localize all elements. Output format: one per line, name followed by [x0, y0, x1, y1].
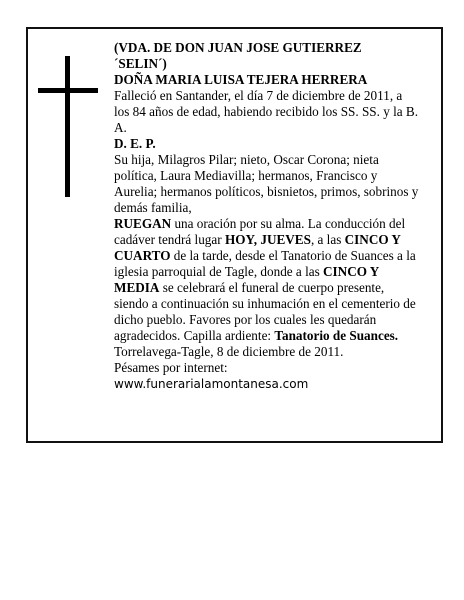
heading-line-1: (VDA. DE DON JUAN JOSE GUTIERREZ — [114, 40, 362, 55]
condolences-line — [114, 360, 419, 392]
capilla-location: Tanatorio de Suances. — [274, 328, 399, 343]
place-date: Torrelavega-Tagle, 8 de diciembre de 2011. — [114, 344, 344, 359]
departure-time: CINCO Y CUARTO — [114, 232, 401, 263]
deceased-name: DOÑA MARIA LUISA TEJERA HERRERA — [114, 72, 368, 87]
obituary-text — [114, 40, 419, 392]
family-list: Su hija, Milagros Pilar; nieto, Oscar Corona; nieta política, Laura Mediavilla; hermanos, Francisco y Aurelia; hermanos políticos, bisnietos, primos, sobrinos y demás familia, — [114, 152, 419, 215]
service-text-3: de la tarde, desde el Tanatorio de Suances a la iglesia parroquial de Tagle, donde a las — [114, 248, 416, 279]
death-details: Falleció en Santander, el día 7 de diciembre de 2011, a los 84 años de edad, habiendo recibido los SS. SS. y la B. A. — [114, 88, 419, 135]
service-text-1: una oración por su alma. La conducción del cadáver tendrá lugar — [114, 216, 406, 247]
service-day: HOY, JUEVES — [224, 232, 311, 247]
ruegan-label: RUEGAN — [114, 216, 172, 231]
funeral-time: CINCO Y MEDIA — [114, 264, 379, 295]
cross-icon — [38, 56, 98, 197]
service-text-4: se celebrará el funeral de cuerpo presente, siendo a continuación su inhumación en el cementerio de dicho pueblo. Favores por los cuales les quedarán agradecidos. Capilla ardiente: — [114, 280, 416, 343]
service-text-2: , a las — [310, 232, 345, 247]
heading-line-2: ´SELIN´) — [114, 56, 167, 71]
service-details — [114, 216, 419, 344]
website-link[interactable]: www.funerarialamontanesa.com — [114, 377, 309, 391]
dep-line: D. E. P. — [114, 136, 156, 151]
condolences-label: Pésames por internet: — [114, 360, 228, 375]
